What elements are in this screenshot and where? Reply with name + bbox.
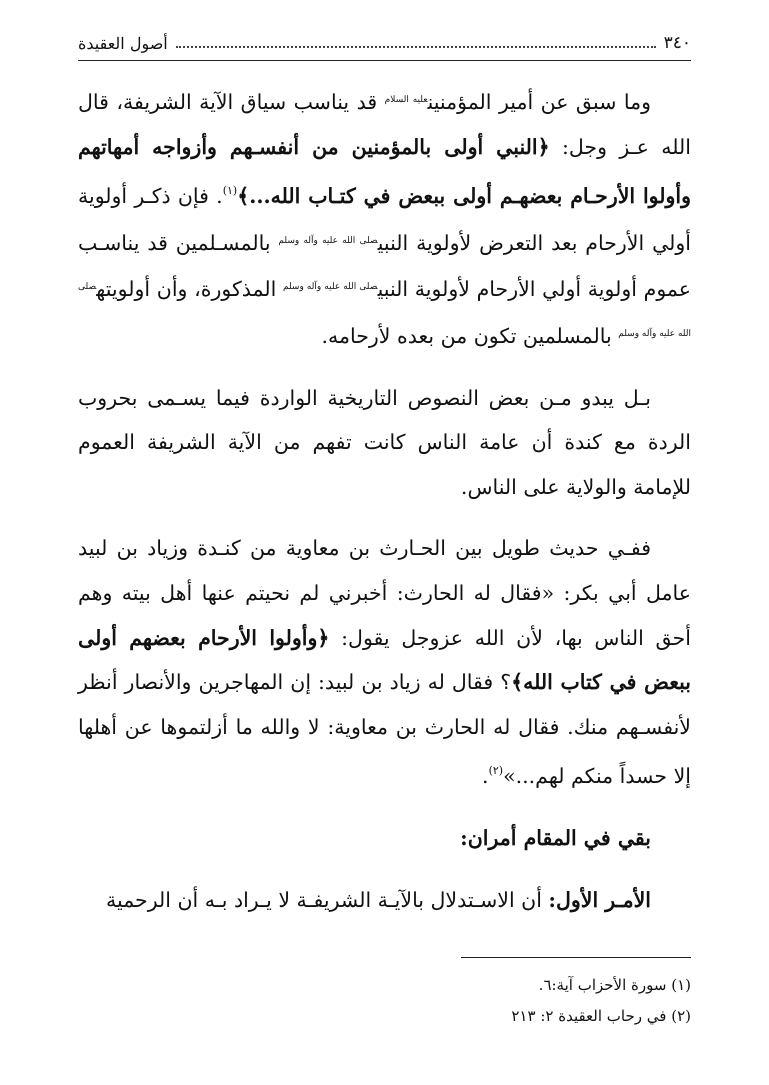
honorific-prophet-3: صلى الله عليه وآله وسلم: [78, 282, 691, 339]
paragraph-1-text-b: قد يناسب سياق الآية الشريفة، قال الله عـز وجل:: [78, 90, 691, 159]
paragraph-3-text-a: ففـي حديث طويل بين الحـارث بن معاوية من كنـدة وزياد بن لبيد عامل أبي بكر: «فقال له الحارث: أخبرني لم نحيتم عنها أهل بيته وهم أحق الناس بها، لأن الله عزوجل يقول:: [78, 536, 691, 650]
first-matter-label: الأمـر الأول:: [548, 887, 651, 912]
footnote-2: (٢) في رحاب العقيدة ٢: ٢١٣: [511, 1007, 691, 1025]
running-header: [78, 26, 691, 61]
paragraph-1-text-d: بالمسـلمين قد يناسـب عموم أولوية أولي الأرحام لأولوية النبي: [78, 230, 691, 302]
footnote-separator: [461, 957, 691, 958]
paragraph-5: [78, 878, 691, 923]
paragraph-1-text-c: . فإن ذكـر أولوية أولي الأرحام بعد التعرض لأولوية النبي: [78, 184, 691, 255]
paragraph-5-text: أن الاسـتدلال بالآيـة الشريفـة لا يـراد بـه أن الرحمية: [106, 887, 549, 912]
honorific-ali: عليه السلام: [384, 95, 428, 105]
page-body: [78, 78, 691, 939]
paragraph-2: بـل يبدو مـن بعض النصوص التاريخية الواردة فيما يسـمى بحروب الردة مع كندة أن عامة الناس كانت تفهم من الآية الشريفة العموم للإمامة والولاية على الناس.: [78, 385, 691, 499]
book-title: أصول العقيدة: [78, 33, 168, 53]
honorific-prophet-1: صلى الله عليه وآله وسلم: [278, 235, 378, 246]
paragraph-1-text-a: وما سبق عن أمير المؤمنين: [427, 90, 651, 114]
paragraph-3: [78, 526, 691, 799]
honorific-prophet-2: صلى الله عليه وآله وسلم: [282, 282, 378, 293]
header-leader-dots: [176, 46, 656, 48]
paragraph-1-text-f: بالمسلمين تكون من بعده لأرحامه.: [321, 323, 619, 348]
paragraph-3-text-c: .: [482, 764, 489, 789]
footnotes: [78, 970, 691, 1032]
section-heading: [78, 816, 691, 861]
quran-quote-2: ﴿وأولوا الأرحام بعضهم أولى ببعض في كتاب الله﴾: [78, 625, 691, 695]
section-heading-text: بقي في المقام أمران:: [460, 825, 651, 850]
footnote-ref-2[interactable]: (٢): [488, 764, 504, 778]
paragraph-1: [78, 78, 691, 359]
paragraph-1-text-e: المذكورة، وأن أولويته: [96, 277, 283, 302]
footnote-ref-1[interactable]: (١): [222, 184, 238, 198]
paragraph-3-text-b: ؟ فقال له زياد بن لبيد: إن المهاجرين والأنصار أنظر لأنفسـهم منك. فقال له الحارث بن معاوية: لا والله ما أزلتموها عن أهلها إلا حسداً منكم لهم...»: [78, 670, 691, 789]
quran-quote-1: ﴿النبي أولى بالمؤمنين من أنفسـهم وأزواجه أمهاتهم وأولوا الأرحـام بعضهـم أولى ببعض في كتـاب الله...﴾: [78, 134, 691, 209]
footnote-1: (١) سورة الأحزاب آية:٦.: [538, 976, 691, 994]
page-number: ٣٤٠: [663, 33, 691, 53]
